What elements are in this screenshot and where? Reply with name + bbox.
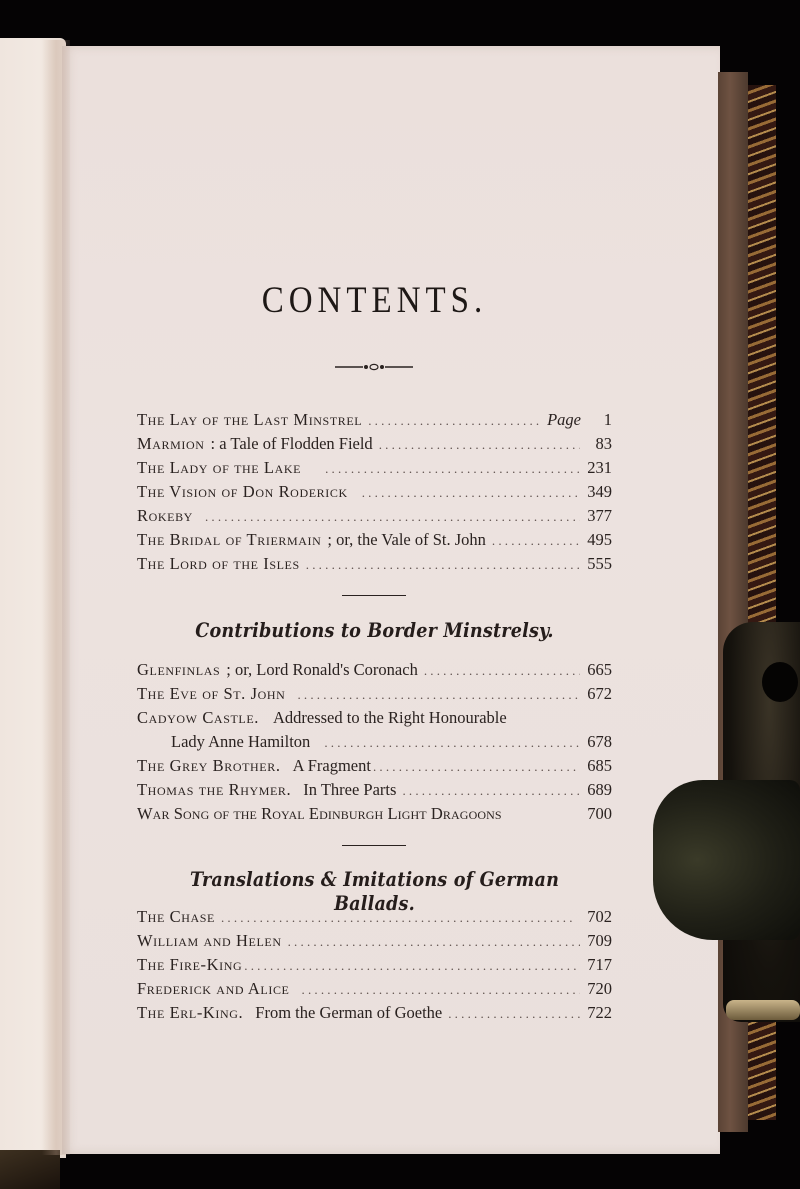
page-number: 678 [587,732,612,751]
leader-dots [373,759,580,775]
page-number: 717 [587,955,612,974]
leader-dots [288,934,580,950]
leader-dots [244,958,580,974]
page-number: 685 [587,756,612,775]
page-number: 495 [587,530,612,549]
toc-entry[interactable]: The Chase ..... 702 [137,907,612,929]
leader-dots [362,485,580,501]
toc-entry[interactable]: War Song of the Royal Edinburgh Light Dragoons 700 [137,804,612,823]
leader-dots [325,461,580,477]
toc-entry[interactable]: William and Helen ..... 709 [137,931,612,953]
clasp-hole [762,662,798,702]
toc-entry[interactable]: The Vision of Don Roderick ..... 349 [137,482,612,504]
toc-entry[interactable]: The Eve of St. John ..... 672 [137,684,612,706]
toc-entry[interactable]: Rokeby ..... 377 [137,506,612,528]
toc-entry[interactable]: The Lay of the Last Minstrel ..... Page 1 [137,410,612,432]
page-number: 83 [595,434,612,453]
page-number: 709 [587,931,612,950]
section-rule [342,845,406,846]
page-number: 722 [587,1003,612,1022]
page-number: 1 [603,410,612,429]
page-number: 231 [587,458,612,477]
page-title: CONTENTS. [261,280,488,322]
leader-dots [379,437,580,453]
page-number: 665 [587,660,612,679]
toc-entry[interactable]: Frederick and Alice ..... 720 [137,979,612,1001]
leader-dots [324,735,580,751]
leader-dots [297,687,580,703]
ornament-divider-icon [335,362,413,372]
page-gutter [42,40,70,1155]
toc-entry[interactable]: Glenfinlas ; or, Lord Ronald's Coronach ..... 665 [137,660,612,682]
clasp-rim [726,1000,800,1020]
page-number: 377 [587,506,612,525]
leader-dots [448,1006,580,1022]
section-rule [342,595,406,596]
toc-entry[interactable]: Marmion : a Tale of Flodden Field ..... 83 [137,434,612,456]
leader-dots [424,663,580,679]
page-number: 720 [587,979,612,998]
leader-dots [205,509,580,525]
toc-entry[interactable]: The Bridal of Triermain ; or, the Vale of St. John ..... 495 [137,530,612,552]
section-heading: Translations & Imitations of German Ballads. [189,867,560,915]
toc-entry[interactable]: The Lady of the Lake ..... 231 [137,458,612,480]
toc-entry[interactable]: Cadyow Castle. Addressed to the Right Honourable [137,708,507,727]
leader-dots [302,982,581,998]
page-number: 689 [587,780,612,799]
toc-entry[interactable]: The Lord of the Isles ..... 555 [137,554,612,576]
toc-entry[interactable]: The Fire-King ..... 717 [137,955,612,977]
toc-entry[interactable]: Lady Anne Hamilton ..... 678 [137,732,612,754]
page-number: 700 [587,804,612,823]
leader-dots [402,783,580,799]
leader-dots [492,533,580,549]
section-heading: Contributions to Border Minstrelsy. [195,618,554,642]
leader-dots [306,557,580,573]
leader-dots [368,413,541,429]
page-number: 672 [587,684,612,703]
clasp-hand-ornament [653,780,800,940]
leader-dots [221,910,572,926]
page-number: 349 [587,482,612,501]
left-cover-binding [0,1150,60,1189]
toc-entry[interactable]: Thomas the Rhymer. In Three Parts ..... 689 [137,780,612,802]
toc-entry[interactable]: The Erl-King. From the German of Goethe ..... 722 [137,1003,612,1025]
page-number: 555 [587,554,612,573]
toc-entry[interactable]: The Grey Brother. A Fragment ..... 685 [137,756,612,778]
page-number: 702 [587,907,612,926]
